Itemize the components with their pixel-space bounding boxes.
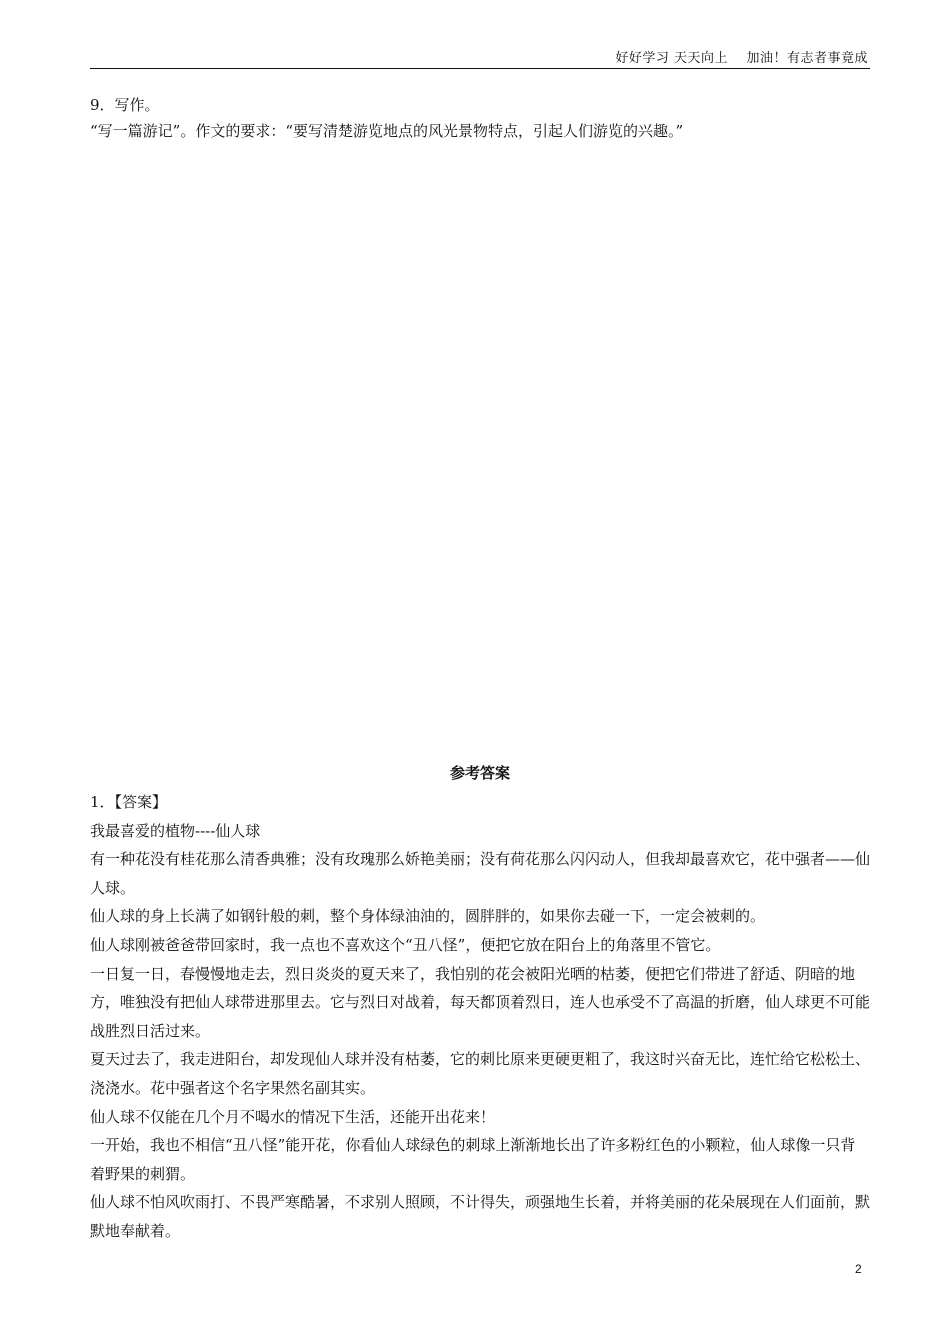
header-motto: 好好学习 天天向上 加油！有志者事竟成 (615, 51, 868, 66)
essay-paragraph: 夏天过去了，我走进阳台，却发现仙人球并没有枯萎，它的刺比原来更硬更粗了，我这时兴奋无比，连忙给它松松土、浇浇水。花中强者这个名字果然名副其实。 (90, 1050, 871, 1097)
page-number: 2 (855, 1262, 862, 1276)
essay-paragraph: 仙人球不仅能在几个月不喝水的情况下生活，还能开出花来！ (90, 1107, 496, 1126)
essay-paragraph: 一日复一日，春慢慢地走去，烈日炎炎的夏天来了，我怕别的花会被阳光晒的枯萎，便把它们带进了舒适、阴暗的地方，唯独没有把仙人球带进那里去。它与烈日对战着，每天都顶着烈日，连人也承受不了高温的折磨，仙人球更不可能战胜烈日活过来。 (90, 964, 871, 1040)
answer-label: 1．【答案】 (90, 793, 168, 811)
essay-paragraph: 一开始，我也不相信“丑八怪”能开花，你看仙人球绿色的刺球上渐渐地长出了许多粉红色的小颗粒，仙人球像一只背着野果的刺猬。 (90, 1136, 856, 1183)
essay-paragraph: 仙人球刚被爸爸带回家时，我一点也不喜欢这个“丑八怪”，便把它放在阳台上的角落里不管它。 (90, 935, 721, 954)
writing-question (90, 92, 870, 144)
answer-section (90, 788, 870, 1246)
question-requirements: “写一篇游记”。作文的要求：“要写清楚游览地点的风光景物特点，引起人们游览的兴趣。” (90, 122, 684, 140)
essay-paragraph: 仙人球的身上长满了如钢针般的刺，整个身体绿油油的，圆胖胖的，如果你去碰一下，一定会被刺的。 (90, 907, 766, 926)
essay-paragraph: 仙人球不怕风吹雨打、不畏严寒酷暑，不求别人照顾，不计得失，顽强地生长着，并将美丽的花朵展现在人们面前，默默地奉献着。 (90, 1193, 871, 1240)
answers-heading: 参考答案 (449, 764, 510, 782)
question-title: 9．写作。 (90, 96, 160, 114)
essay-paragraph: 有一种花没有桂花那么清香典雅；没有玫瑰那么娇艳美丽；没有荷花那么闪闪动人，但我却最喜欢它，花中强者——仙人球。 (90, 850, 871, 897)
essay-title: 我最喜爱的植物----仙人球 (90, 821, 261, 840)
page-header (90, 50, 870, 69)
